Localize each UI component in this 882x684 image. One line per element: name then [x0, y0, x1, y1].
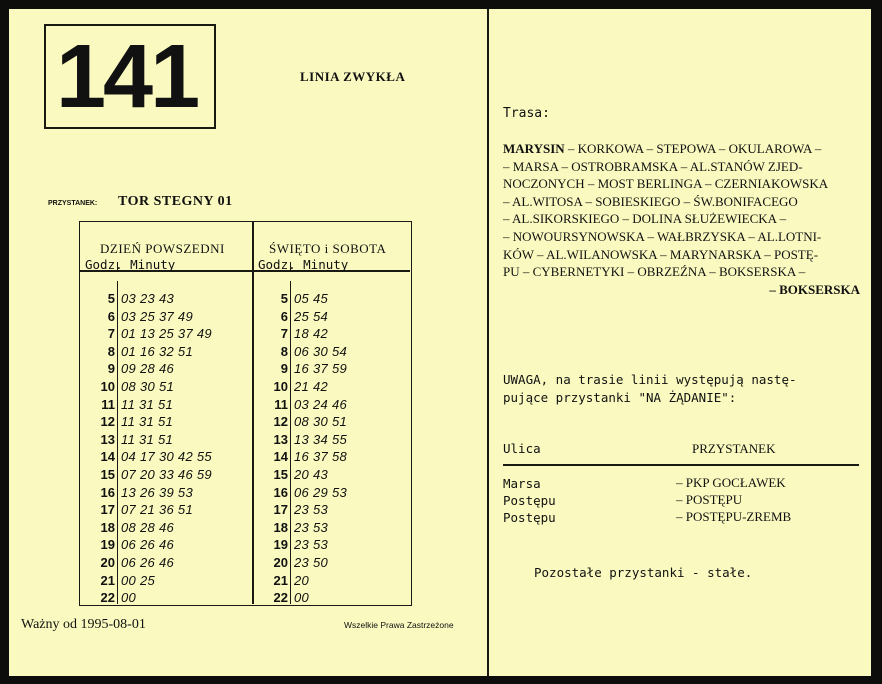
- departure-minutes: 11 31 51: [121, 414, 174, 430]
- departure-minutes: 08 30 51: [294, 414, 348, 430]
- departure-minutes: 00: [294, 590, 310, 606]
- holiday-hours-minutes-label: Godz. Minuty: [258, 257, 349, 272]
- timetable-card: [9, 9, 871, 676]
- departure-minutes: 13 26 39 53: [121, 484, 193, 500]
- route-line: PU – CYBERNETYKI – OBRZEŹNA – BOKSERSKA –: [503, 264, 806, 280]
- departure-hour: 15: [100, 467, 115, 482]
- departure-hour: 14: [273, 449, 288, 465]
- departure-hour: 5: [280, 291, 288, 306]
- departure-hour: 16: [273, 484, 288, 500]
- route-terminus: – BOKSERSKA: [769, 281, 860, 297]
- departure-hour: 15: [273, 467, 288, 482]
- departure-hour: 8: [280, 343, 288, 359]
- departure-hour: 8: [107, 343, 115, 359]
- departure-minutes: 07 21 36 51: [121, 502, 193, 518]
- departure-hour: 7: [107, 326, 115, 342]
- stop-column-header: PRZYSTANEK: [692, 441, 776, 456]
- departure-minutes: 16 37 59: [294, 361, 348, 377]
- request-stop-street: Postępu: [503, 493, 556, 508]
- departure-hour: 21: [100, 572, 115, 588]
- departures-table: [79, 221, 412, 606]
- departure-hour: 20: [273, 555, 288, 570]
- line-number: 141: [56, 27, 198, 127]
- departure-minutes: 09 28 46: [121, 361, 175, 377]
- departure-minutes: 23 53: [294, 502, 329, 518]
- departure-minutes: 08 28 46: [121, 519, 175, 535]
- departure-hour: 9: [280, 361, 288, 377]
- route-line: [503, 140, 860, 158]
- request-stop-name: – POSTĘPU: [676, 492, 743, 507]
- weekday-hours-minutes-label: Godz. Minuty: [85, 257, 176, 272]
- departure-hour: 10: [273, 379, 288, 394]
- street-column-header: Ulica: [503, 441, 541, 456]
- departure-minutes: 03 24 46: [294, 396, 348, 412]
- rights-notice: Wszelkie Prawa Zastrzeżone: [344, 620, 454, 630]
- departure-minutes: 25 54: [294, 308, 329, 324]
- departure-hour: 18: [273, 519, 288, 535]
- departure-minutes: 06 29 53: [294, 484, 348, 500]
- departure-hour: 12: [273, 414, 288, 430]
- departure-hour: 22: [100, 590, 115, 606]
- holiday-title: ŚWIĘTO i SOBOTA: [269, 241, 387, 256]
- departure-minutes: 11 31 51: [121, 431, 174, 447]
- departure-hour: 19: [100, 537, 115, 553]
- departure-hour: 17: [273, 502, 288, 518]
- valid-from: Ważny od 1995-08-01: [21, 617, 146, 632]
- departure-hour: 5: [107, 291, 115, 306]
- departure-minutes: 00: [121, 590, 137, 606]
- departure-hour: 7: [280, 326, 288, 342]
- notice-line: UWAGA, na trasie linii występują nastę-: [503, 372, 797, 387]
- departure-hour: 18: [100, 519, 115, 535]
- route-label: Trasa:: [503, 106, 550, 121]
- departure-hour: 13: [273, 431, 288, 447]
- route-start: MARYSIN: [503, 141, 565, 156]
- departure-hour: 11: [101, 396, 115, 412]
- route-line: – MARSA – OSTROBRAMSKA – AL.STANÓW ZJED-: [503, 158, 803, 174]
- departure-hour: 6: [107, 308, 115, 324]
- route-text: – KORKOWA – STEPOWA – OKULAROWA –: [564, 141, 822, 156]
- departure-minutes: 20 43: [294, 467, 329, 482]
- departure-minutes: 07 20 33 46 59: [121, 467, 212, 482]
- route-line: – AL.WITOSA – SOBIESKIEGO – ŚW.BONIFACEGO: [503, 193, 798, 209]
- line-type: LINIA ZWYKŁA: [300, 69, 406, 84]
- departure-minutes: 04 17 30 42 55: [121, 449, 212, 465]
- departure-minutes: 21 42: [294, 379, 329, 394]
- departure-hour: 14: [100, 449, 115, 465]
- page-divider: [487, 9, 489, 676]
- route-line: – NOWOURSYNOWSKA – WAŁBRZYSKA – AL.LOTNI-: [503, 228, 822, 244]
- departure-hour: 11: [274, 396, 288, 412]
- departure-hour: 10: [100, 379, 115, 394]
- stop-name: TOR STEGNY 01: [118, 194, 233, 209]
- departure-hour: 9: [107, 361, 115, 377]
- departure-minutes: 23 53: [294, 537, 329, 553]
- departure-hour: 6: [280, 308, 288, 324]
- request-stops-notice: [503, 371, 797, 407]
- route-line: NOCZONYCH – MOST BERLINGA – CZERNIAKOWSKA: [503, 176, 829, 192]
- permanent-stops-note: Pozostałe przystanki - stałe.: [534, 565, 753, 580]
- column-divider: [252, 222, 254, 604]
- departure-minutes: 23 50: [294, 555, 329, 570]
- departure-minutes: 00 25: [121, 572, 156, 588]
- departure-minutes: 06 30 54: [294, 343, 348, 359]
- request-stops-separator: [503, 464, 859, 466]
- departure-hour: 13: [100, 431, 115, 447]
- route-line: KÓW – AL.WILANOWSKA – MARYNARSKA – POSTĘ-: [503, 246, 819, 262]
- notice-line: pujące przystanki "NA ŻĄDANIE":: [503, 390, 737, 405]
- departure-hour: 12: [100, 414, 115, 430]
- departure-hour: 19: [273, 537, 288, 553]
- departure-hour: 20: [100, 555, 115, 570]
- route-description: [503, 140, 860, 298]
- departure-minutes: 03 23 43: [121, 291, 175, 306]
- departure-minutes: 01 16 32 51: [121, 343, 193, 359]
- departure-minutes: 06 26 46: [121, 555, 175, 570]
- request-stop-name: – PKP GOCŁAWEK: [676, 475, 786, 490]
- stop-prefix-label: PRZYSTANEK:: [48, 200, 98, 207]
- departure-minutes: 08 30 51: [121, 379, 175, 394]
- request-stop-street: Marsa: [503, 476, 541, 491]
- departure-minutes: 20: [294, 572, 310, 588]
- departure-minutes: 13 34 55: [294, 431, 348, 447]
- departure-minutes: 05 45: [294, 291, 329, 306]
- departure-minutes: 11 31 51: [121, 396, 174, 412]
- departure-minutes: 23 53: [294, 519, 329, 535]
- route-line: – AL.SIKORSKIEGO – DOLINA SŁUŻEWIECKA –: [503, 211, 787, 227]
- weekday-title: DZIEŃ POWSZEDNI: [100, 241, 225, 256]
- departure-minutes: 03 25 37 49: [121, 308, 193, 324]
- line-number-box: [44, 24, 216, 129]
- departure-minutes: 06 26 46: [121, 537, 175, 553]
- holiday-hour-divider: [290, 281, 291, 604]
- departure-hour: 22: [273, 590, 288, 606]
- departure-hour: 21: [273, 572, 288, 588]
- request-stop-name: – POSTĘPU-ZREMB: [676, 509, 792, 524]
- departure-hour: 17: [100, 502, 115, 518]
- departure-minutes: 18 42: [294, 326, 329, 342]
- departure-hour: 16: [100, 484, 115, 500]
- weekday-hour-divider: [117, 281, 118, 604]
- request-stop-street: Postępu: [503, 510, 556, 525]
- departure-minutes: 16 37 58: [294, 449, 348, 465]
- departure-minutes: 01 13 25 37 49: [121, 326, 212, 342]
